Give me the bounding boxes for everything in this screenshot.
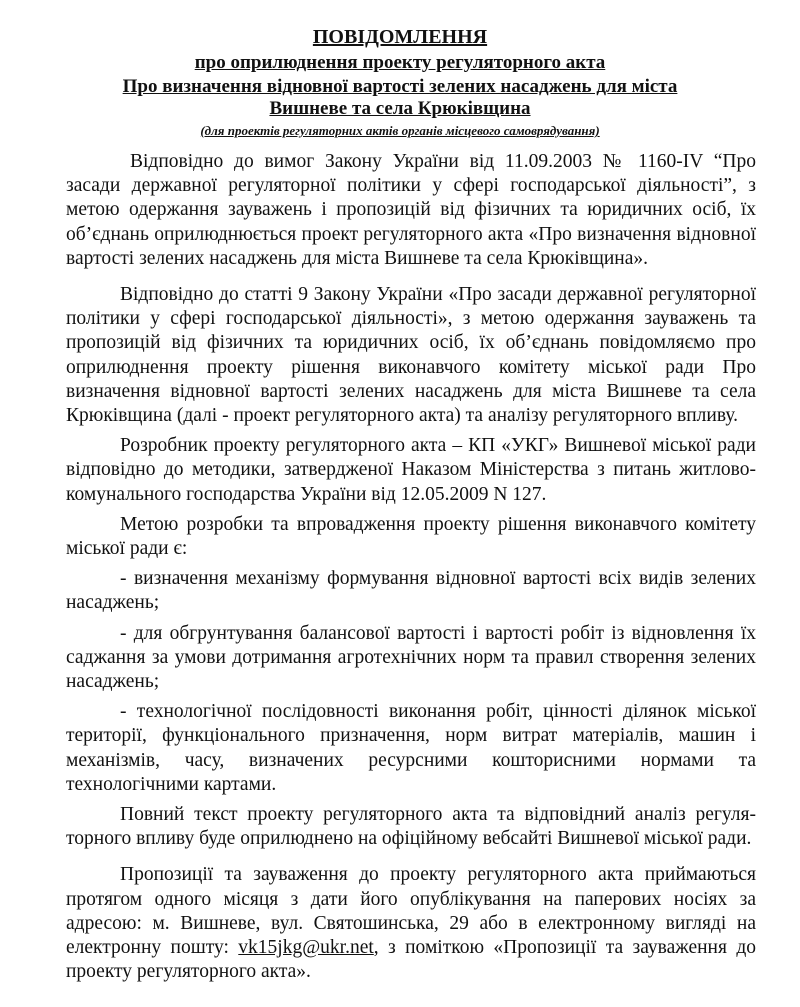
subtitle-line-2: Про визначення відновної вартості зелених насаджень для міста <box>122 76 678 97</box>
paragraph-article-9: Відповідно до статті 9 Закону України «Про засади державної регуляторної політики у сфері господарської діяльності», з метою одержання зауважень та пропозицій від фізичних та юридичних осіб, їх об’єднань повідомляємо про оприлюднення проекту рішення виконавчого комітету міської ради Про визначення відновної вартості зелених насаджень для міста Вишневе та села Крюківщина (далі - проект регуляторного акта) та аналізу регуляторного впливу. <box>66 284 756 427</box>
paragraph-proposals <box>66 863 756 984</box>
header-note: (для проектів регуляторних актів органів місцевого самоврядування) <box>200 123 600 138</box>
proposals-text-end: , з поміткою «Пропозиції та зауваження до проекту регуляторного акта». <box>66 937 756 983</box>
list-item-justification: - для обгрунтування балансової вартості і вартості робіт із відновлення їх саджання за умови дотримання агротехнічних норм та правил створення зелених насаджень; <box>66 622 756 693</box>
proposals-text: Пропозиції та зауваження до проекту регуляторного акта приймаються протягом одного місяця з дати його опублікування на паперових носіях за адресою: м. Вишневе, вул. Святошинська, 29 або в електронному вигляді на електронну пошту: <box>66 864 756 959</box>
list-item-mechanism: - визначення механізму формування відновної вартості всіх видів зелених насаджень; <box>66 568 756 614</box>
paragraph-law-reference: Відповідно до вимог Закону України від 11.09.2003 № 1160-IV “Про засади державної регуляторної політики у сфері господарської діяльності”, з метою одержання зауважень і пропозицій від фізичних та юридичних осіб, їх об’єднань оприлюднюється проект регуляторного акта «Про визначення відновної вартості зелених насаджень для міста Вишневе та села Крюківщина». <box>66 151 756 269</box>
document-body <box>66 150 756 985</box>
email-link[interactable]: vk15jkg@ukr.net <box>238 937 374 959</box>
subtitle-line-3: Вишневе та села Крюківщина <box>269 98 531 119</box>
list-item-technology: - технологічної послідовності виконання робіт, цінності ділянок міської території, функціонального призначення, норм витрат матеріалів, машин і механізмів, часу, визначених ресурсними кошторисними нормами та технологічними картами. <box>66 701 756 795</box>
paragraph-purpose: Метою розробки та впровадження проекту рішення виконавчого комітету міської ради є: <box>66 513 756 560</box>
paragraph-full-text: Повний текст проекту регуляторного акта та відповідний аналіз регуля-торного впливу буде оприлюднено на офіційному вебсайті Вишневої міської ради. <box>66 804 756 850</box>
paragraph-developer: Розробник проекту регуляторного акта – КП «УКГ» Вишневої міської ради відповідно до методики, затвердженої Наказом Міністерства з питань житлово-комунального господарства України від 12.05.2009 N 127. <box>66 435 756 505</box>
subtitle-line-1: про оприлюднення проекту регуляторного акта <box>194 52 606 73</box>
document-title: ПОВІДОМЛЕННЯ <box>312 26 488 48</box>
